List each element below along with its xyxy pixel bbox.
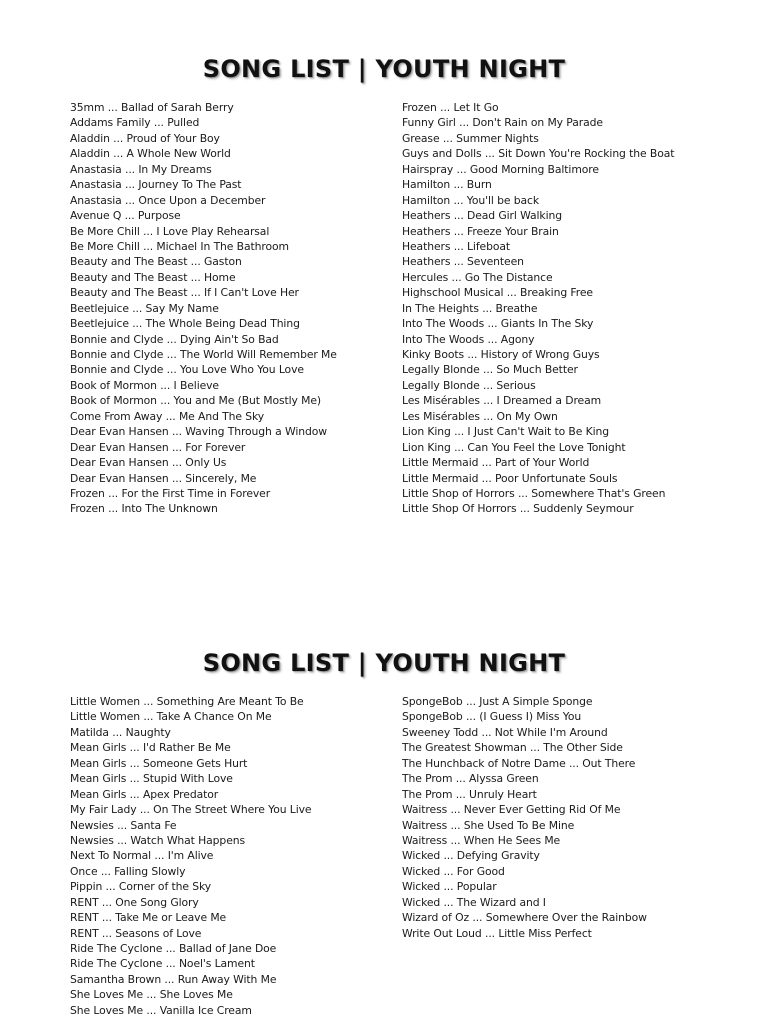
song-list-item: Be More Chill ... I Love Play Rehearsal <box>70 224 270 238</box>
song-list-item: Anastasia ... In My Dreams <box>70 162 212 176</box>
song-list-item: Kinky Boots ... History of Wrong Guys <box>402 348 600 361</box>
song-list-item: Samantha Brown ... Run Away With Me <box>70 972 277 986</box>
song-list-item: Grease ... Summer Nights <box>402 131 539 145</box>
song-list-item: Next To Normal ... I'm Alive <box>70 849 214 863</box>
song-list-item: Sweeney Todd ... Not While I'm Around <box>402 725 608 739</box>
song-list-item: Dear Evan Hansen ... For Forever <box>70 440 246 454</box>
song-list-item: Aladdin ... A Whole New World <box>70 147 231 161</box>
song-list-item: RENT ... Seasons of Love <box>70 926 202 940</box>
song-list-item: Wicked ... For Good <box>402 864 505 878</box>
song-list-item: Dear Evan Hansen ... Only Us <box>70 456 227 470</box>
song-list-item: Book of Mormon ... You and Me (But Mostly Me) <box>70 394 322 408</box>
song-list-item: Ride The Cyclone ... Ballad of Jane Doe <box>70 942 277 955</box>
song-list-item: SpongeBob ... (I Guess I) Miss You <box>402 710 582 724</box>
song-list-item: Little Mermaid ... Poor Unfortunate Souls <box>402 471 618 485</box>
song-list-item: Come From Away ... Me And The Sky <box>70 409 265 423</box>
song-list-item: Hamilton ... You'll be back <box>402 193 539 207</box>
song-list-item: Waitress ... Never Ever Getting Rid Of Me <box>402 803 621 817</box>
song-list-item: In The Heights ... Breathe <box>402 301 538 315</box>
song-list-item: Wicked ... Defying Gravity <box>402 849 540 863</box>
song-list-item: Heathers ... Freeze Your Brain <box>402 224 559 238</box>
song-list-item: Mean Girls ... Apex Predator <box>70 787 219 801</box>
song-list-item: Mean Girls ... Someone Gets Hurt <box>70 756 248 770</box>
song-list-item: Legally Blonde ... So Much Better <box>402 363 578 377</box>
song-list-item: Newsies ... Santa Fe <box>70 818 177 832</box>
song-list-item: Book of Mormon ... I Believe <box>70 378 219 392</box>
song-column-right <box>402 100 742 517</box>
song-list-item: The Prom ... Unruly Heart <box>402 787 537 801</box>
song-list-item: Les Misérables ... I Dreamed a Dream <box>402 394 602 408</box>
song-list-item: Lion King ... I Just Can't Wait to Be King <box>402 425 609 439</box>
song-list-item: Mean Girls ... Stupid With Love <box>70 772 233 786</box>
page-title: SONG LIST | YOUTH NIGHT <box>202 55 566 83</box>
song-list-item: Bonnie and Clyde ... Dying Ain't So Bad <box>70 332 279 346</box>
song-list-item: The Hunchback of Notre Dame ... Out There <box>402 756 636 770</box>
song-list-item: The Greatest Showman ... The Other Side <box>402 741 623 755</box>
song-list-item: Anastasia ... Once Upon a December <box>70 193 266 207</box>
song-list-item: 35mm ... Ballad of Sarah Berry <box>70 101 234 114</box>
song-list-item: Mean Girls ... I'd Rather Be Me <box>70 741 231 755</box>
song-column-right <box>402 694 742 941</box>
song-list-item: Dear Evan Hansen ... Waving Through a Window <box>70 425 327 439</box>
song-list-item: Bonnie and Clyde ... The World Will Remember Me <box>70 348 337 361</box>
song-list-item: Beetlejuice ... The Whole Being Dead Thing <box>70 317 300 331</box>
song-list-item: Addams Family ... Pulled <box>70 116 200 130</box>
song-list-item: Wizard of Oz ... Somewhere Over the Rainbow <box>402 911 647 925</box>
song-list-item: Hercules ... Go The Distance <box>402 270 553 284</box>
page-title: SONG LIST | YOUTH NIGHT <box>202 649 566 677</box>
song-list-item: Highschool Musical ... Breaking Free <box>402 286 593 300</box>
song-list-item: Once ... Falling Slowly <box>70 864 186 878</box>
song-list-item: Be More Chill ... Michael In The Bathroom <box>70 239 289 253</box>
song-list-item: Ride The Cyclone ... Noel's Lament <box>70 957 255 971</box>
song-list-item: She Loves Me ... Vanilla Ice Cream <box>70 1003 252 1017</box>
song-list-item: Little Mermaid ... Part of Your World <box>402 456 590 470</box>
song-list-item: Bonnie and Clyde ... You Love Who You Love <box>70 363 304 377</box>
song-list-item: Little Shop of Horrors ... Somewhere That's Green <box>402 486 666 500</box>
song-list-item: Legally Blonde ... Serious <box>402 378 536 392</box>
song-list-item: Into The Woods ... Giants In The Sky <box>402 317 594 331</box>
song-list-item: RENT ... Take Me or Leave Me <box>70 911 227 925</box>
song-list-item: The Prom ... Alyssa Green <box>402 772 539 786</box>
song-list-item: Heathers ... Lifeboat <box>402 239 510 253</box>
song-list-item: Frozen ... Let It Go <box>402 101 499 114</box>
song-list-item: My Fair Lady ... On The Street Where You Live <box>70 803 312 817</box>
song-list-item: Frozen ... For the First Time in Forever <box>70 486 271 500</box>
song-list-item: Dear Evan Hansen ... Sincerely, Me <box>70 471 257 485</box>
song-list-item: Wicked ... Popular <box>402 880 497 894</box>
song-list-item: Write Out Loud ... Little Miss Perfect <box>402 926 592 940</box>
song-list-item: RENT ... One Song Glory <box>70 895 199 909</box>
song-list-item: Little Shop Of Horrors ... Suddenly Seymour <box>402 502 634 516</box>
song-list-item: She Loves Me ... She Loves Me <box>70 988 233 1002</box>
song-list-item: Heathers ... Dead Girl Walking <box>402 209 562 223</box>
song-list-item: Frozen ... Into The Unknown <box>70 502 218 516</box>
song-list-item: Hairspray ... Good Morning Baltimore <box>402 162 599 176</box>
song-list-item: Pippin ... Corner of the Sky <box>70 880 212 894</box>
song-column-left <box>70 100 390 517</box>
song-list-item: Beauty and The Beast ... Gaston <box>70 255 242 269</box>
song-list-item: Anastasia ... Journey To The Past <box>70 178 242 192</box>
song-list-item: Beauty and The Beast ... If I Can't Love Her <box>70 286 299 300</box>
song-column-left <box>70 694 390 1018</box>
song-list-item: Lion King ... Can You Feel the Love Tonight <box>402 440 626 454</box>
song-list-item: Beauty and The Beast ... Home <box>70 270 236 284</box>
song-list-item: Heathers ... Seventeen <box>402 255 524 269</box>
song-list-item: Avenue Q ... Purpose <box>70 209 181 223</box>
song-list-item: Matilda ... Naughty <box>70 725 171 739</box>
song-list-item: Les Misérables ... On My Own <box>402 409 558 423</box>
song-list-item: Aladdin ... Proud of Your Boy <box>70 131 220 145</box>
song-list-item: SpongeBob ... Just A Simple Sponge <box>402 695 593 708</box>
song-list-item: Into The Woods ... Agony <box>402 332 535 346</box>
song-list-item: Waitress ... When He Sees Me <box>402 833 561 847</box>
song-list-item: Waitress ... She Used To Be Mine <box>402 818 575 832</box>
song-list-item: Little Women ... Something Are Meant To Be <box>70 695 304 708</box>
song-list-item: Funny Girl ... Don't Rain on My Parade <box>402 116 603 130</box>
song-list-item: Guys and Dolls ... Sit Down You're Rocking the Boat <box>402 147 675 161</box>
song-list-item: Beetlejuice ... Say My Name <box>70 301 219 315</box>
song-list-item: Little Women ... Take A Chance On Me <box>70 710 272 724</box>
song-list-item: Wicked ... The Wizard and I <box>402 895 546 909</box>
song-list-item: Hamilton ... Burn <box>402 178 492 192</box>
song-list-item: Newsies ... Watch What Happens <box>70 833 246 847</box>
